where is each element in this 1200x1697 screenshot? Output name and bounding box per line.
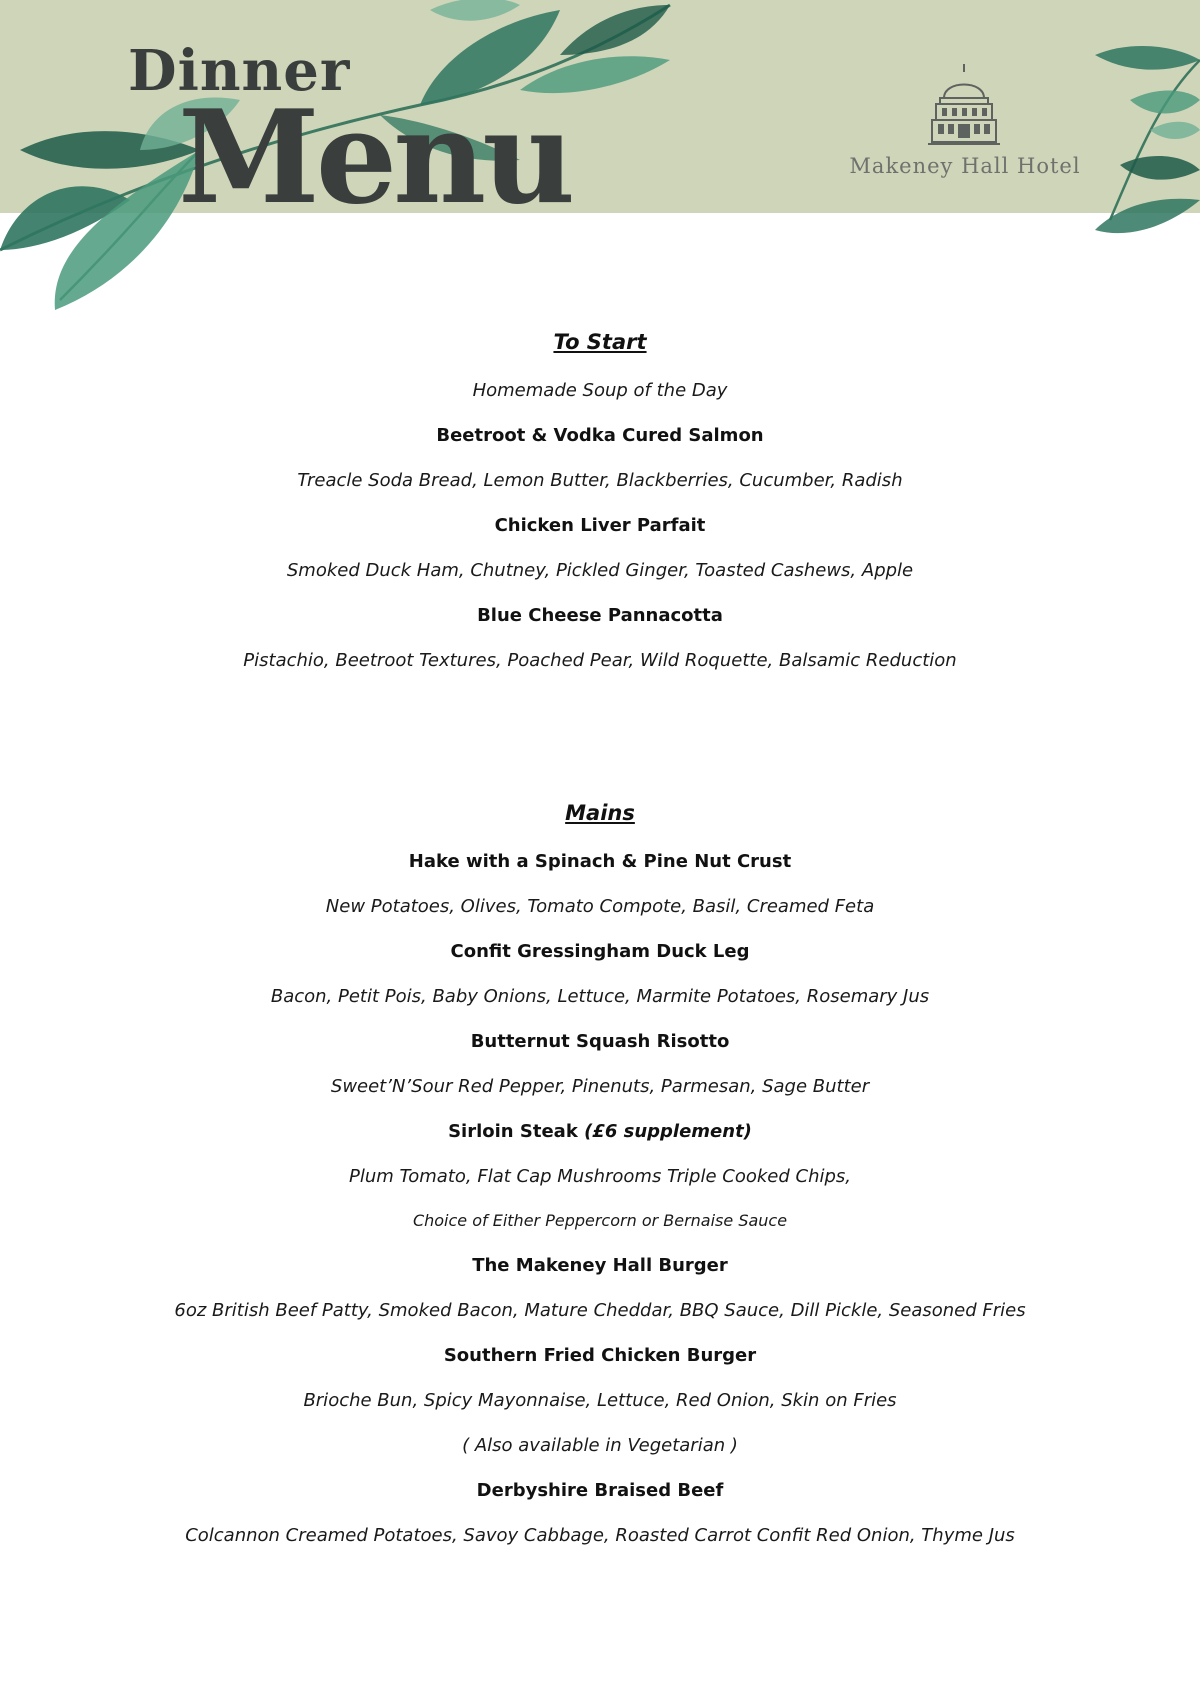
dish-note: ( Also available in Vegetarian ) — [462, 1435, 738, 1456]
section-spacer — [0, 683, 1200, 793]
leaf-right-2 — [1130, 91, 1200, 114]
dish-name: Hake with a Spinach & Pine Nut Crust — [408, 851, 792, 872]
dish-description: Sweet’N’Sour Red Pepper, Pinenuts, Parmesan, Sage Butter — [330, 1076, 870, 1097]
dish-name: Beetroot & Vodka Cured Salmon — [436, 425, 764, 446]
dish-name: Confit Gressingham Duck Leg — [450, 941, 750, 962]
section-heading-mains: Mains — [565, 801, 635, 825]
branch-stem-right — [1110, 60, 1200, 220]
dish-description: Colcannon Creamed Potatoes, Savoy Cabbage, Roasted Carrot Confit Red Onion, Thyme Jus — [185, 1525, 1015, 1546]
leaf-mid-3 — [560, 5, 670, 55]
hotel-building-icon — [926, 62, 1002, 150]
supplement-note: (£6 supplement) — [584, 1121, 752, 1142]
section-heading-starters: To Start — [553, 330, 647, 354]
menu-title-main: Menu — [178, 83, 572, 233]
dish-description: 6oz British Beef Patty, Smoked Bacon, Mature Cheddar, BBQ Sauce, Dill Pickle, Seasoned Fries — [174, 1300, 1026, 1321]
leaf-right-5 — [1150, 122, 1200, 139]
dish-name-with-supplement — [0, 1109, 1200, 1154]
dish-description: Smoked Duck Ham, Chutney, Pickled Ginger, Toasted Cashews, Apple — [286, 560, 914, 581]
dish-name: Sirloin Steak — [448, 1121, 578, 1142]
dish-description: Brioche Bun, Spicy Mayonnaise, Lettuce, Red Onion, Skin on Fries — [303, 1390, 897, 1411]
hotel-name: Makeney Hall Hotel — [849, 154, 1081, 178]
dish-name: Derbyshire Braised Beef — [476, 1480, 724, 1501]
dish-name: Chicken Liver Parfait — [494, 515, 706, 536]
dish-name: Southern Fried Chicken Burger — [443, 1345, 757, 1366]
dish-description: Treacle Soda Bread, Lemon Butter, Blackberries, Cucumber, Radish — [297, 470, 903, 491]
starter-soup: Homemade Soup of the Day — [472, 380, 728, 401]
leaf-right-3 — [1120, 156, 1200, 180]
dish-description: New Potatoes, Olives, Tomato Compote, Basil, Creamed Feta — [325, 896, 875, 917]
leaf-mid-5 — [430, 0, 520, 21]
dish-description: Pistachio, Beetroot Textures, Poached Pear, Wild Roquette, Balsamic Reduction — [243, 650, 957, 671]
dish-description: Bacon, Petit Pois, Baby Onions, Lettuce, Marmite Potatoes, Rosemary Jus — [270, 986, 930, 1007]
leaf-right-1 — [1095, 46, 1200, 70]
menu-title-dinner: Dinner — [128, 38, 351, 104]
dish-name: Blue Cheese Pannacotta — [477, 605, 723, 626]
menu-body — [0, 322, 1200, 1558]
dish-note: Choice of Either Peppercorn or Bernaise Sauce — [412, 1211, 788, 1230]
dish-description: Plum Tomato, Flat Cap Mushrooms Triple Cooked Chips, — [348, 1166, 852, 1187]
dish-name: Butternut Squash Risotto — [470, 1031, 730, 1052]
dish-name: The Makeney Hall Burger — [472, 1255, 728, 1276]
